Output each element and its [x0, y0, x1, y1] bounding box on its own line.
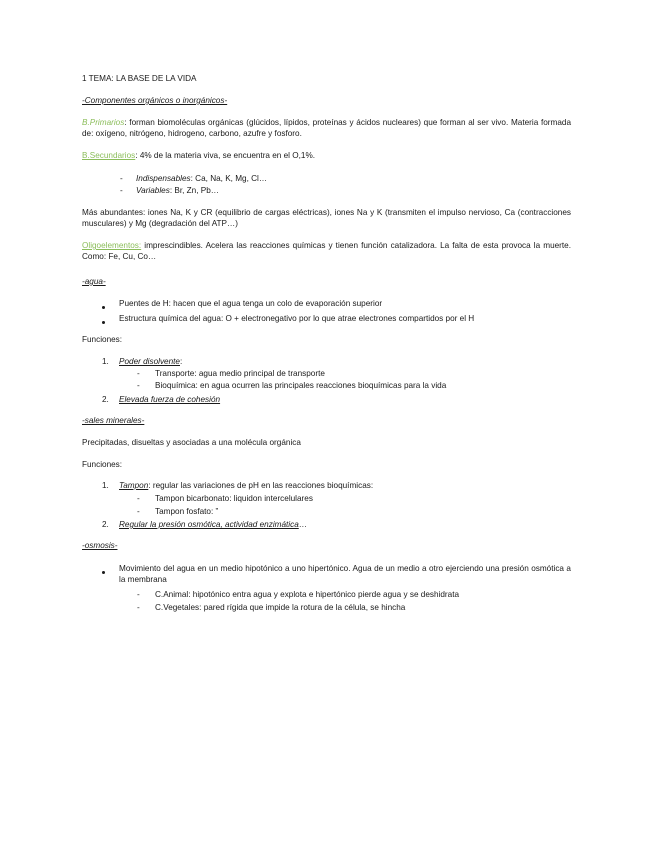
- oligo-label: Oligoelementos:: [82, 241, 142, 250]
- dash-marker: -: [137, 494, 140, 503]
- dash-marker: -: [120, 174, 123, 183]
- section-heading-sales: [82, 415, 571, 426]
- paragraph-primarios: [82, 117, 571, 139]
- dash-marker: -: [137, 369, 140, 378]
- secundarios-text: : 4% de la materia viva, se encuentra en el O,1%.: [135, 151, 316, 160]
- sub-item-vegetales: C.Vegetales: pared rígida que impide la rotura de la célula, se hincha: [155, 603, 406, 612]
- bullet-dot-icon: [102, 566, 105, 577]
- paragraph-secundarios: [82, 150, 571, 161]
- dash-marker: -: [137, 507, 140, 516]
- tampon-label: Tampon: [119, 481, 149, 490]
- dash-marker: -: [137, 603, 140, 612]
- presion-osmotica-label: Regular la presión osmótica, actividad enzimática: [119, 520, 299, 529]
- tampon-text: : regular las variaciones de pH en las reacciones bioquímicas:: [148, 481, 374, 490]
- presion-tail: …: [298, 520, 307, 529]
- colon: :: [180, 357, 183, 366]
- bullet-dot-icon: [102, 316, 105, 327]
- paragraph-oligoelementos: [82, 240, 571, 262]
- variables-label: Variables: [136, 186, 170, 195]
- paragraph-abundantes: Más abundantes: iones Na, K y CR (equilibrio de cargas eléctricas), iones Na y K (transmiten el impulso nervioso, Ca (contracciones musculares) y Mg (degradación del ATP…): [82, 208, 571, 228]
- section-heading-agua: [82, 276, 571, 287]
- list-item-presion-osmotica: [119, 519, 307, 530]
- section-heading-osmosis: [82, 540, 571, 551]
- poder-disolvente-label: Poder disolvente: [119, 357, 180, 366]
- indispensables-label: Indispensables: [136, 174, 191, 183]
- list-number: 2.: [102, 395, 109, 404]
- sub-item-fosfato: Tampon fosfato: ”: [155, 507, 219, 516]
- label-funciones: Funciones:: [82, 335, 123, 344]
- sub-item-animal: C.Animal: hipotónico entra agua y explota e hipertónico pierde agua y se deshidrata: [155, 590, 460, 599]
- indispensables-text: : Ca, Na, K, Mg, Cl…: [190, 174, 268, 183]
- document-title: 1 TEMA: LA BASE DE LA VIDA: [82, 74, 197, 83]
- paragraph-sales: Precipitadas, disueltas y asociadas a una molécula orgánica: [82, 438, 301, 447]
- heading-text: -agua-: [82, 277, 106, 286]
- list-item-tampon: [119, 480, 373, 491]
- label-funciones: Funciones:: [82, 460, 123, 469]
- list-item-movimiento-agua: Movimiento del agua en un medio hipotónico a uno hipertónico. Agua de un medio a otro ejerciendo una presión osmótica a la membrana: [119, 564, 571, 584]
- list-number: 2.: [102, 520, 109, 529]
- heading-text: -osmosis-: [82, 541, 118, 550]
- list-number: 1.: [102, 357, 109, 366]
- dash-marker: -: [137, 381, 140, 390]
- list-item-variables: [136, 185, 219, 196]
- heading-text: -Componentes orgánicos o inorgánicos-: [82, 96, 228, 105]
- list-number: 1.: [102, 481, 109, 490]
- sub-item-transporte: Transporte: agua medio principal de transporte: [155, 369, 325, 378]
- bullet-dot-icon: [102, 301, 105, 312]
- variables-text: : Br, Zn, Pb…: [169, 186, 219, 195]
- heading-text: -sales minerales-: [82, 416, 145, 425]
- list-item-puentes: Puentes de H: hacen que el agua tenga un colo de evaporación superior: [119, 299, 383, 308]
- list-item-cohesion: [119, 394, 220, 405]
- dash-marker: -: [120, 186, 123, 195]
- dash-marker: -: [137, 590, 140, 599]
- oligo-text: imprescindibles. Acelera las reacciones químicas y tienen función catalizadora. La falta de esta provoca la muerte. Como: Fe, Cu, Co…: [82, 241, 571, 261]
- primarios-label: B.Primarios: [82, 118, 125, 127]
- list-item-indispensables: [136, 173, 267, 184]
- section-heading-componentes: [82, 95, 571, 106]
- secundarios-label: B.Secundarios: [82, 151, 136, 160]
- list-item-poder-disolvente: [119, 356, 182, 367]
- sub-item-bicarbonato: Tampon bicarbonato: liquidon intercelulares: [155, 494, 313, 503]
- list-item-estructura: Estructura química del agua: O + electronegativo por lo que atrae electrones compartidos por el H: [119, 314, 475, 323]
- sub-item-bioquimica: Bioquímica: en agua ocurren las principales reacciones bioquímicas para la vida: [155, 381, 447, 390]
- primarios-text: : forman biomoléculas orgánicas (glúcidos, lípidos, proteínas y ácidos nucleares) que forman al ser vivo. Materia formada de: oxígeno, nitrógeno, hidrogeno, carbono, azufre y fosforo.: [82, 118, 571, 138]
- cohesion-label: Elevada fuerza de cohesión: [119, 395, 221, 404]
